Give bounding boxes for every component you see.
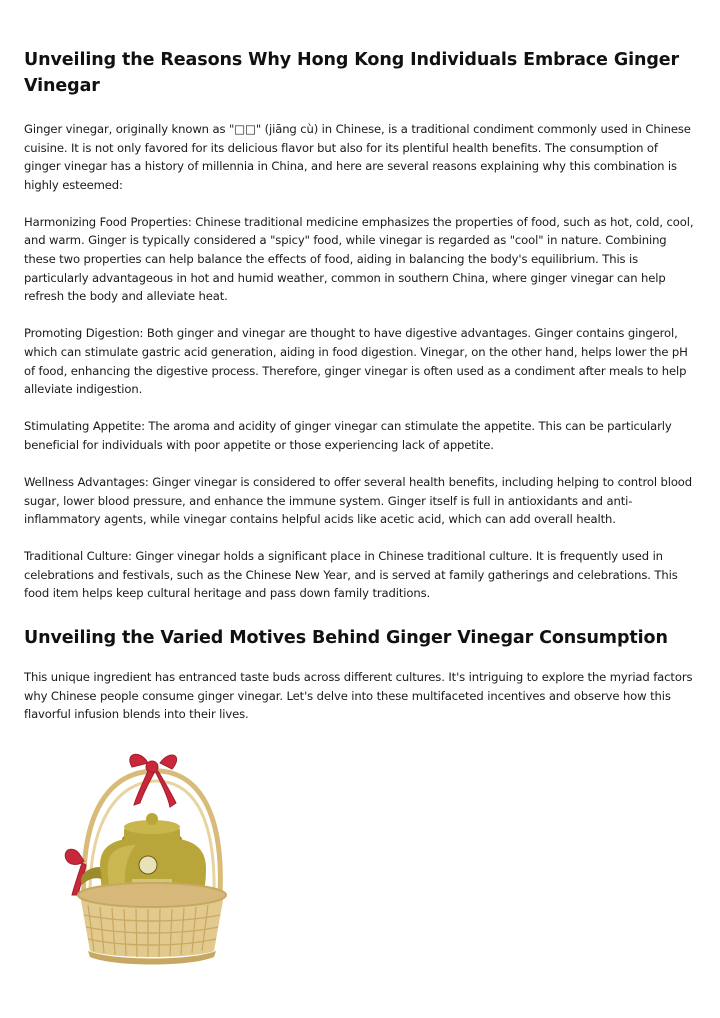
paragraph-digestion: Promoting Digestion: Both ginger and vinegar are thought to have digestive advantages. Ginger contains gingerol, which can stimulate gastric acid generation, aiding in food digestion. Vinegar, on the other hand, helps lower the pH of food, enhancing the digestive process. Therefore, ginger vinegar is often used as a condiment after meals to help alleviate indigestion.	[24, 326, 688, 397]
paragraph-harmonizing: Harmonizing Food Properties: Chinese traditional medicine emphasizes the properties of food, such as hot, cold, cool, and warm. Ginger is typically considered a "spicy" food, while vinegar is regarded as "cool" in nature. Combining these two properties can help balance the effects of food, aiding in balancing the body's equilibrium. This is particularly advantageous in hot and humid weather, common in southern China, where ginger vinegar can help refresh the body and alleviate heat.	[24, 214, 694, 304]
article	[24, 0, 696, 724]
ginger-vinegar-basket-image	[44, 745, 268, 995]
page-title: Unveiling the Reasons Why Hong Kong Individuals Embrace Ginger Vinegar	[24, 50, 680, 96]
basket	[78, 883, 226, 965]
intro-paragraph: Ginger vinegar, originally known as "□□" (jiāng cù) in Chinese, is a traditional condiment commonly used in Chinese cuisine. It is not only favored for its delicious flavor but also for its plentiful health benefits. The consumption of ginger vinegar has a history of millennia in China, and here are several reasons explaining why this combination is highly esteemed:	[24, 122, 691, 192]
section-paragraph: This unique ingredient has entranced taste buds across different cultures. It's intriguing to explore the myriad factors why Chinese people consume ginger vinegar. Let's delve into these multifaceted incentives and observe how this flavorful infusion blends into their lives.	[24, 669, 693, 722]
paragraph-appetite: Stimulating Appetite: The aroma and acidity of ginger vinegar can stimulate the appetite. This can be particularly beneficial for individuals with poor appetite or those experiencing lack of appetite.	[24, 419, 672, 452]
paragraph-culture: Traditional Culture: Ginger vinegar holds a significant place in Chinese traditional culture. It is frequently used in celebrations and festivals, such as the Chinese New Year, and is served at family gatherings and celebrations. This food item helps keep cultural heritage and pass down family traditions.	[24, 549, 678, 601]
paragraph-wellness: Wellness Advantages: Ginger vinegar is considered to offer several health benefits, including helping to control blood sugar, lower blood pressure, and enhance the immune system. Ginger itself is full in antioxidants and anti-inflammatory agents, while vinegar contains helpful acids like acetic acid, which can add overall health.	[24, 474, 693, 527]
section-heading: Unveiling the Varied Motives Behind Ginger Vinegar Consumption	[24, 627, 668, 648]
